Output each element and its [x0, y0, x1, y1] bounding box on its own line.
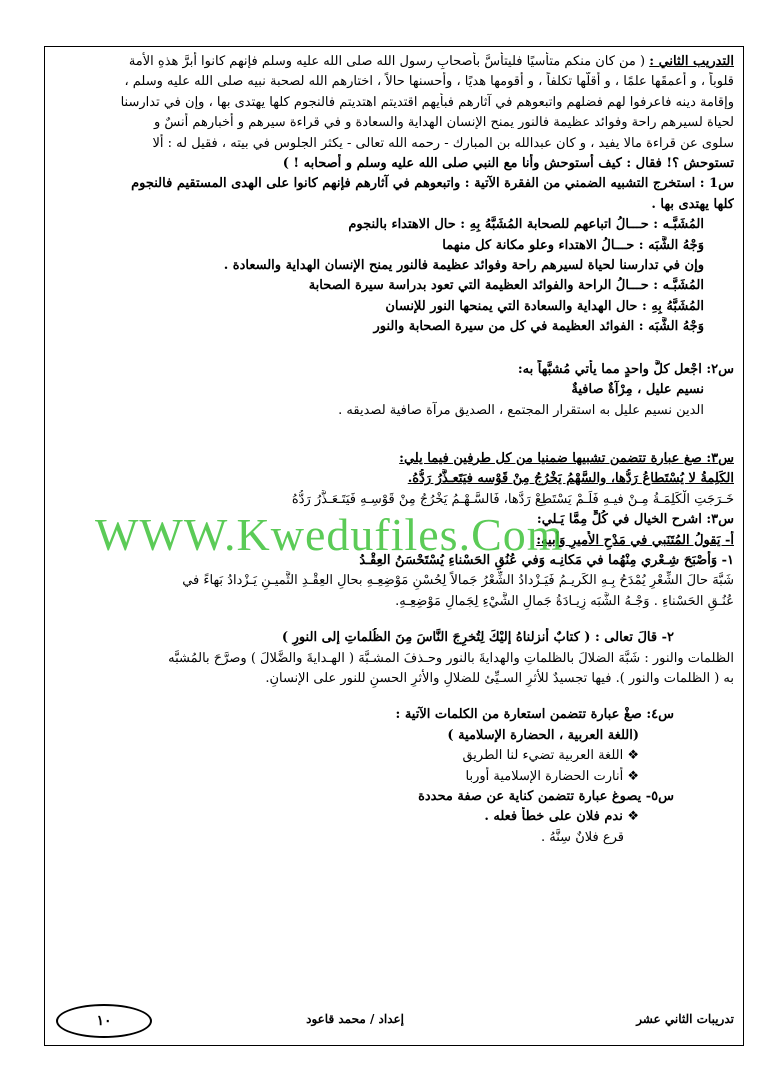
question-5-title: س٥- يصوغ عبارة تتضمن كناية عن صفة محددة	[418, 789, 674, 804]
exercise-paragraph	[54, 52, 734, 72]
q3-explanation: الظلمات والنور : شَبَّهَ الضلالَ بالظلماتِ والهدايةَ بالنور وحـذفَ المشـبَّهَ ( الهـدايةَ والضَّلالَ ) وصرَّحَ بالمُشبَّه	[168, 650, 734, 666]
q4-answer: ❖ اللغة العربية تضيء لنا الطريق	[54, 746, 734, 766]
q3-explanation: به ( الظلمات والنور ). فيها تجسيدٌ للأثرِ السـيِّئ للضلالِ والأثرِ الحسنِ للنور على الإنسانِ.	[265, 670, 734, 686]
q2-items: نسيم عليل ، مِرْآةٌ صافيةٌ	[571, 382, 704, 398]
question-2-title: س٢: اجْعل كلَّ واحدٍ مما يأتي مُشبَّهاً به:	[517, 361, 734, 377]
q1-sentence: وإن في تدارسنا لحياة لسيرهم راحة وفوائد عظيمة فالنور يمنح الإنسان الهداية والسعادة .	[223, 258, 704, 274]
page-number: ١٠	[96, 1013, 112, 1029]
q4-words: (اللغة العربية ، الحضارة الإسلامية )	[447, 727, 639, 743]
footer-course: تدريبات الثاني عشر	[636, 1012, 734, 1026]
q3-answer: خَـرَجَتِ الْكَلِمَـةُ مِـنْ فيـهِ فَلَـمْ يَسْتَطِعْ رَدَّها، فَالسَّـهْـمُ يَخْرُجُ مِنْ قَوْسِـهِ فَيَتَـعَـذَّرُ رَدُّهُ	[291, 491, 734, 507]
footer-author: إعداد / محمد قاعود	[306, 1012, 404, 1026]
q3-sub-a: أ- يَقولُ المُتَنَبي في مَدْحِ الأَميرِ وَأَبيه:	[536, 532, 734, 548]
exercise-lead: التدريب الثاني :	[649, 54, 734, 69]
q3-verse-2: ٢- قالَ تعالى : ( كتابٌ أنزلناهُ إليْكَ لِتُخرِجَ النَّاسَ مِنَ الظُلماتِ إلى النورِ )	[281, 630, 674, 646]
q1-answer-line: المُشَبَّهُ بِهِ : حال الهداية والسعادة التي يمنحها النور للإنسان	[385, 298, 704, 314]
q3-verse: ١- وَأَصْبَحَ شِـعْري مِنْهُما في مَكانِـه وَفي عُنُقِ الحَسْناءِ يُسْتَحْسَنُ العِقْـدُ	[359, 552, 734, 568]
page-footer	[54, 1006, 734, 1032]
exercise-line: لحياة لسيرهم راحة وفوائد عظيمة فالنور يمنح الإنسان الهداية والسعادة و في قراءة سيرهم و أخبارهم أنسٌ و	[154, 115, 734, 131]
question-1-title-cont: كلها يهتدى بها .	[651, 196, 734, 212]
q5-item: ❖ ندم فلان على خطأ فعله .	[54, 807, 734, 827]
q1-answer-line: وَجْهُ الشَّبَه : حـــالُ الاهتداء وعلو مكانة كل منهما	[442, 237, 704, 253]
q3-explanation: شَبَّهَ حالَ الشِّعْرِ يُمْدَحُ بِـهِ الكَريـمُ فَيَـزْدادُ الشِّعْرُ جَمالاً لِحُسْنِ مَوْضِعِـهِ بحالِ العِقْـدِ الثَّميـنِ يَـزْدادُ بَهاءً في	[182, 573, 734, 589]
exercise-line: قلوباً ، و أعمقَها علمًا ، و أقلَّها تكلفاً ، و أقومها هديًا ، وأحسنها حالاً ، اختارهم الله لصحبة نبيه صلى الله عليه وسلم ،	[124, 74, 734, 90]
exercise-line: ( من كان منكم متأسيًا فليتأسَّ بأصحابِ رسول الله صلى الله عليه وسلم فإنهم كانوا أبرَّ هذهِ الأمة	[128, 54, 646, 69]
question-3-title: س٣: صغ عبارة تتضمن تشبيها ضمنيا من كل طرفين فيما يلي:	[399, 450, 734, 466]
q5-answer: قرع فلانٌ سِنَّهُ .	[541, 829, 624, 845]
q4-answer: ❖ أنارت الحضارة الإسلامية أوربا	[54, 767, 734, 787]
question-3b-title: س٣: اشرح الخيال في كُلٍّ مِمَّا يَـلي:	[536, 512, 734, 528]
q1-answer-line: المُشَبَّـه : حـــالُ الراحة والفوائد العظيمة التي تعود بدراسة سيرة الصحابة	[308, 278, 704, 294]
exercise-line: تستوحش ؟! فقال : كيف أستوحش وأنا مع النبي صلى الله عليه وسلم و أصحابه ! )	[282, 156, 734, 172]
question-4-title: س٤: صغْ عبارة تتضمن استعارة من الكلمات الآتية :	[395, 707, 674, 723]
exercise-line: وإقامة دينه فاعرفوا لهم فضلهم واتبعوهم في آثارهم فبأيهم اقتديتم اهتديتم فالنجوم كلها يهتدى بها ، وإن في تدارسنا	[120, 94, 734, 110]
q1-answer-line: المُشَبَّـه : حـــالُ اتباعهم للصحابة المُشَبَّهُ بِهِ : حال الاهتداء بالنجوم	[348, 217, 704, 233]
q1-answer-line: وَجْهُ الشَّبَه : الفوائد العظيمة في كل من سيرة الصحابة والنور	[373, 319, 704, 335]
q3-phrase: الكَلِمةُ لا يُسْتَطاعُ رَدُّها، والسَّهْمُ يَخْرُجُ مِنْ قَوْسه فيَتَعـذَّرُ رَدُّهُ.	[407, 471, 734, 487]
page-number-badge	[56, 1004, 152, 1038]
q2-answer: الدين نسيم عليل به استقرار المجتمع ، الصديق مرآة صافية لصديقه .	[338, 402, 704, 418]
watermark-text: WWW.Kwedufiles.Com	[95, 509, 564, 560]
q3-explanation: عُنُـقِ الحَسْناءِ . وَجْـهُ الشَّبَه زِيـادَةُ جَمالِ الشَّيْءِ لِجَمالِ مَوْضِعِـهِ.	[395, 593, 734, 609]
exercise-line: سلوى عن قراءة مالا يفيد ، و كان عبدالله بن المبارك - رحمه الله تعالى - يكثر الجلوس في بيته ، فقيل له : ألا	[152, 135, 734, 151]
question-1-title: س1 : استخرج التشبيه الضمني من الفقرة الآتية : واتبعوهم في آثارهم فإنهم كانوا على الهدى المستقيم فالنجوم	[131, 176, 734, 192]
document-content	[54, 52, 734, 848]
